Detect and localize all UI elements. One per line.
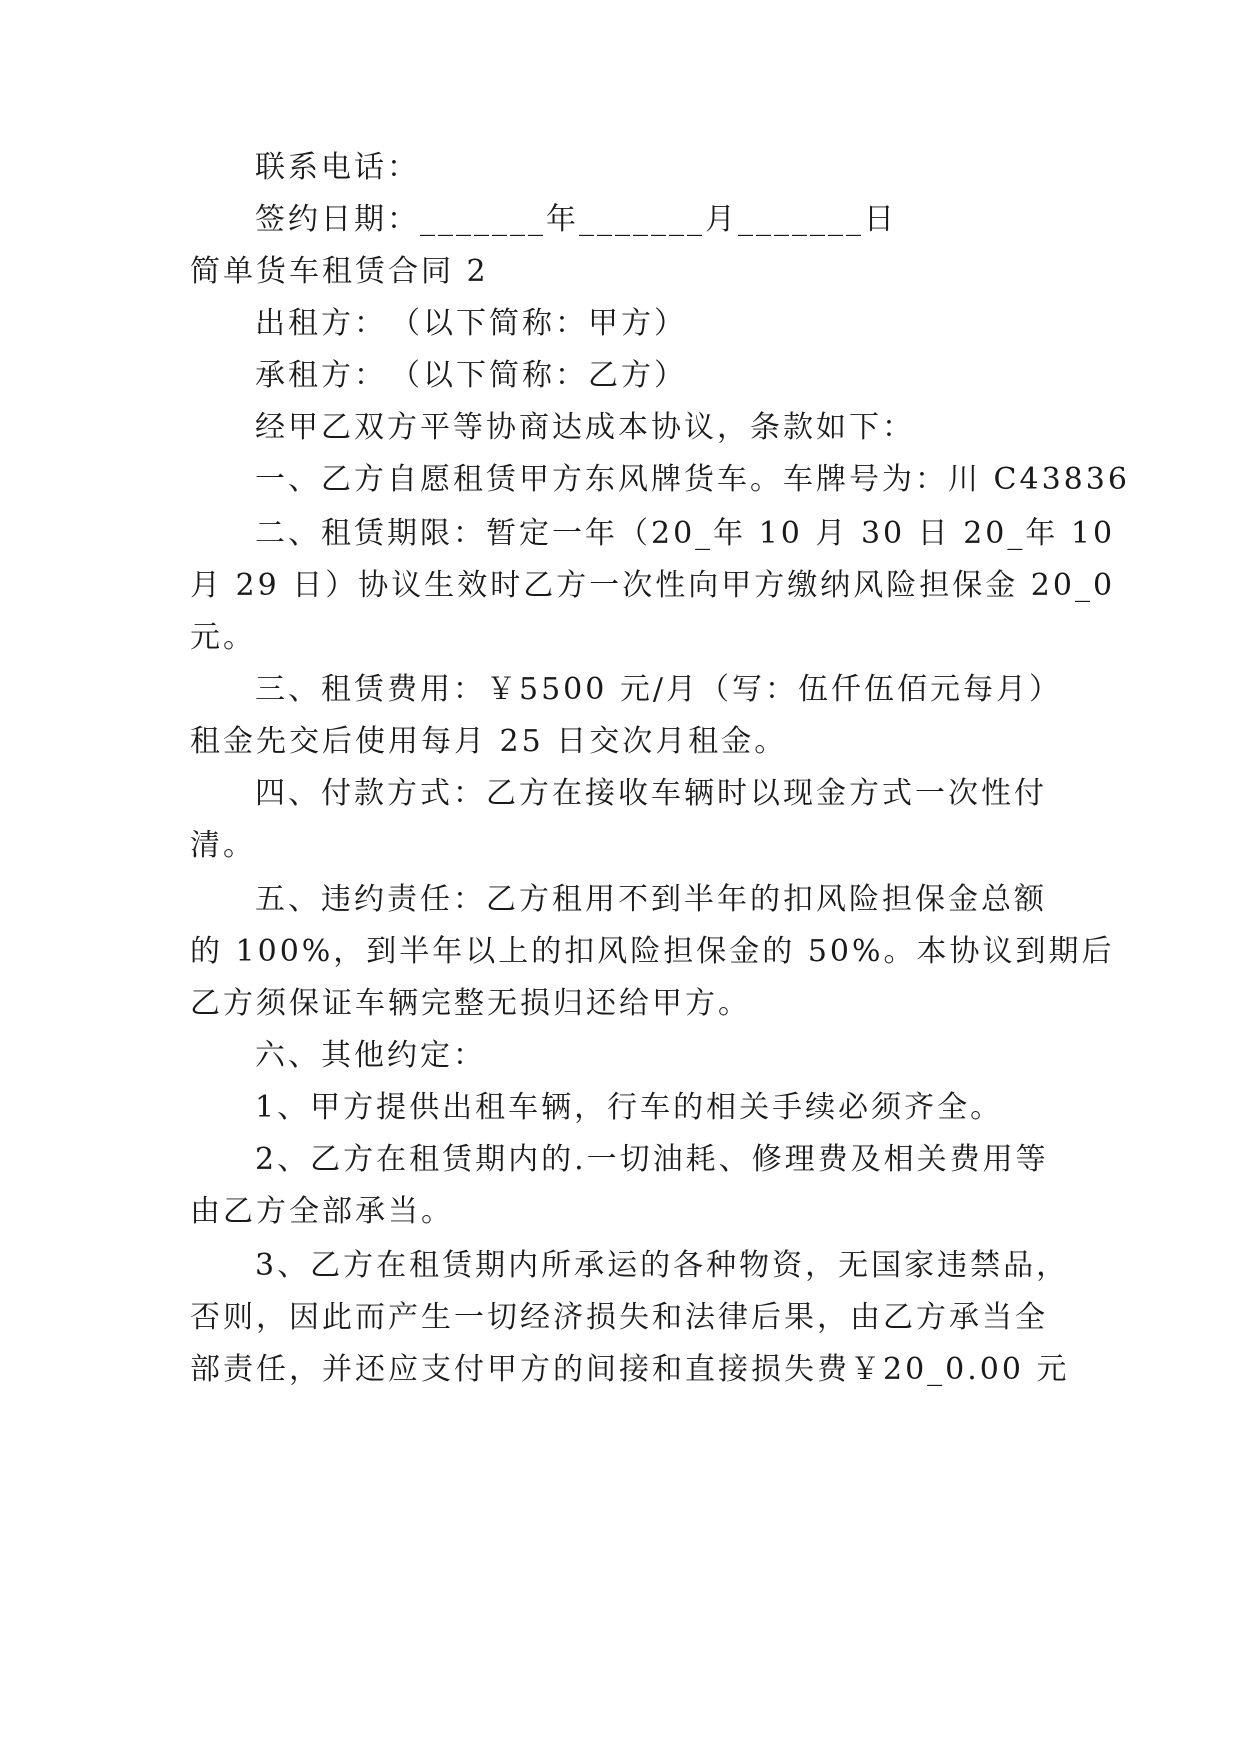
clause-6-item-3-line-2: 否则，因此而产生一切经济损失和法律后果，由乙方承当全	[190, 1300, 1048, 1335]
clause-2-line-3: 元。	[190, 620, 256, 655]
clause-3-line-1: 三、租赁费用：￥5500 元/月（写：伍仟伍佰元每月）	[255, 672, 1062, 707]
clause-3-line-2: 租金先交后使用每月 25 日交次月租金。	[190, 724, 788, 759]
signing-date-line: 签约日期：_______年_______月_______日	[255, 202, 897, 237]
clause-5-line-2: 的 100%，到半年以上的扣风险担保金的 50%。本协议到期后	[190, 934, 1115, 969]
agreement-intro: 经甲乙双方平等协商达成本协议，条款如下：	[255, 410, 915, 445]
clause-6-item-2-line-1: 2、乙方在租赁期内的.一切油耗、修理费及相关费用等	[255, 1142, 1049, 1177]
clause-6-item-2-line-2: 由乙方全部承当。	[190, 1194, 454, 1229]
clause-2-line-1: 二、租赁期限：暂定一年（20_年 10 月 30 日 20_年 10	[255, 516, 1116, 551]
clause-6-item-3-line-1: 3、乙方在租赁期内所承运的各种物资，无国家违禁品，	[255, 1248, 1070, 1283]
clause-6-heading: 六、其他约定：	[255, 1038, 486, 1073]
contract-title: 简单货车租赁合同 2	[190, 254, 489, 289]
clause-1: 一、乙方自愿租赁甲方东风牌货车。车牌号为：川 C43836	[255, 462, 1130, 497]
clause-6-item-1: 1、甲方提供出租车辆，行车的相关手续必须齐全。	[255, 1090, 1004, 1125]
clause-4-line-2: 清。	[190, 828, 256, 863]
clause-2-line-2: 月 29 日）协议生效时乙方一次性向甲方缴纳风险担保金 20_0	[190, 568, 1116, 603]
lessor-line: 出租方： （以下简称：甲方）	[255, 306, 687, 341]
clause-6-item-3-line-3: 部责任，并还应支付甲方的间接和直接损失费￥20_0.00 元	[190, 1352, 1070, 1387]
contact-phone-line: 联系电话：	[255, 150, 420, 185]
clause-5-line-1: 五、违约责任：乙方租用不到半年的扣风险担保金总额	[255, 882, 1047, 917]
clause-4-line-1: 四、付款方式：乙方在接收车辆时以现金方式一次性付	[255, 776, 1047, 811]
lessee-line: 承租方： （以下简称：乙方）	[255, 358, 687, 393]
clause-5-line-3: 乙方须保证车辆完整无损归还给甲方。	[190, 986, 751, 1021]
